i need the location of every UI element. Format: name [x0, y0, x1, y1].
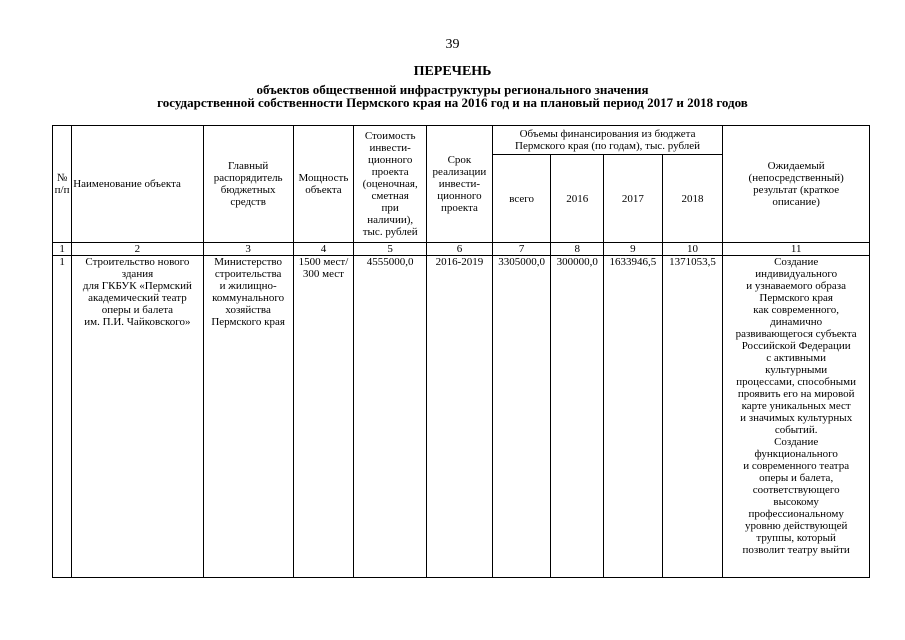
column-number: 2 [72, 243, 203, 256]
table-row [53, 256, 870, 578]
document-subtitle [0, 83, 905, 109]
column-number: 4 [293, 243, 354, 256]
row-manager: Министерство строительства и жилищно- коммунального хозяйства Пермского края [203, 256, 293, 578]
column-number: 6 [427, 243, 493, 256]
objects-table [52, 125, 870, 578]
subtitle-line-2: государственной собственности Пермского края на 2016 год и на плановый период 2017 и 2018 годов [157, 95, 748, 110]
row-2016: 300000,0 [551, 256, 604, 578]
row-total: 3305000,0 [492, 256, 551, 578]
column-number: 7 [492, 243, 551, 256]
subtitle-line-1: объектов общественной инфраструктуры регионального значения [256, 82, 649, 97]
row-term: 2016-2019 [427, 256, 493, 578]
row-capacity: 1500 мест/ 300 мест [293, 256, 354, 578]
column-number: 8 [551, 243, 604, 256]
column-number: 5 [354, 243, 427, 256]
header-row-1 [53, 126, 870, 155]
row-num: 1 [53, 256, 72, 578]
header-total: всего [492, 155, 551, 243]
header-manager: Главный распорядитель бюджетных средств [203, 126, 293, 243]
row-2017: 1633946,5 [604, 256, 663, 578]
column-number: 10 [662, 243, 723, 256]
row-result: Создание индивидуального и узнаваемого образа Пермского края как современного, динамично развивающегося субъекта Российской Федерации с активными культурными процессами, способными проявить его на мировой карте уникальных мест и значимых культурных событий. Создание функционального и современного театра оперы и балета, соответствующего высокому профессиональному уровню действующей труппы, который позволит театру выйти [723, 256, 870, 578]
header-name: Наименование объекта [72, 126, 203, 243]
header-result: Ожидаемый (непосредственный) результат (краткое описание) [723, 126, 870, 243]
column-number: 1 [53, 243, 72, 256]
column-numbers-row [53, 243, 870, 256]
row-name: Строительство нового здания для ГКБУК «Пермский академический театр оперы и балета им. П.И. Чайковского» [72, 256, 203, 578]
column-number: 9 [604, 243, 663, 256]
row-2018: 1371053,5 [662, 256, 723, 578]
header-num: № п/п [53, 126, 72, 243]
header-cost: Стоимость инвести- ционного проекта (оценочная, сметная при наличии), тыс. рублей [354, 126, 427, 243]
column-number: 11 [723, 243, 870, 256]
header-capacity: Мощность объекта [293, 126, 354, 243]
header-funding-group: Объемы финансирования из бюджета Пермского края (по годам), тыс. рублей [492, 126, 723, 155]
header-2016: 2016 [551, 155, 604, 243]
header-2017: 2017 [604, 155, 663, 243]
page-number: 39 [445, 37, 460, 52]
header-2018: 2018 [662, 155, 723, 243]
header-term: Срок реализации инвести- ционного проекта [427, 126, 493, 243]
column-number: 3 [203, 243, 293, 256]
row-cost: 4555000,0 [354, 256, 427, 578]
document-title: ПЕРЕЧЕНЬ [413, 64, 492, 79]
